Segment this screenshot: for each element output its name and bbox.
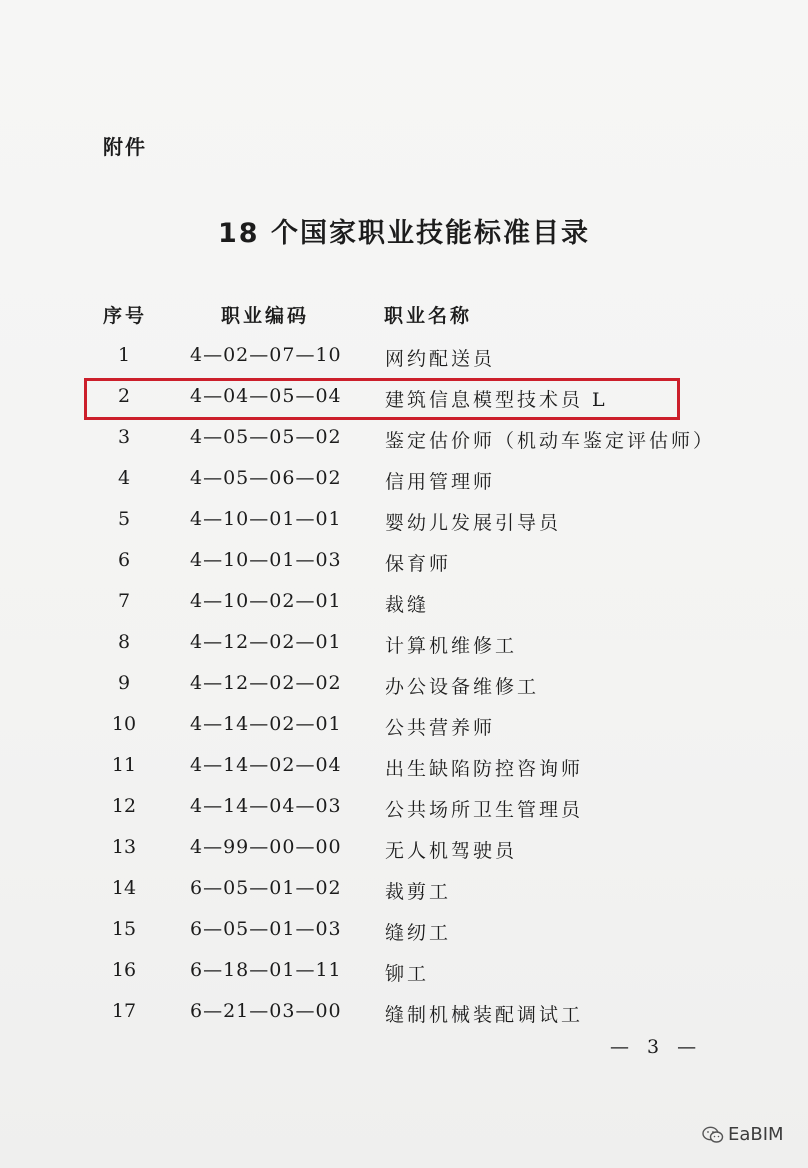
row-seq: 16 bbox=[111, 959, 137, 981]
row-name: 出生缺陷防控咨询师 bbox=[385, 758, 584, 780]
row-name: 计算机维修工 bbox=[385, 635, 518, 657]
row-code: 4—14—04—03 bbox=[190, 795, 342, 817]
row-seq: 2 bbox=[117, 385, 131, 407]
row-name: 裁剪工 bbox=[385, 881, 452, 903]
row-code: 4—14—02—04 bbox=[190, 754, 342, 776]
page-number: — 3 — bbox=[610, 1036, 703, 1058]
table-row bbox=[0, 787, 808, 828]
row-name: 办公设备维修工 bbox=[385, 676, 540, 698]
row-seq: 9 bbox=[117, 672, 131, 694]
page-title: 18 个国家职业技能标准目录 bbox=[218, 218, 590, 249]
row-seq: 10 bbox=[111, 713, 137, 735]
row-code: 6—05—01—02 bbox=[190, 877, 342, 899]
wechat-icon bbox=[702, 1126, 724, 1144]
row-name: 鉴定估价师（机动车鉴定评估师） bbox=[385, 430, 716, 452]
row-code: 4—99—00—00 bbox=[190, 836, 342, 858]
row-code: 4—04—05—04 bbox=[190, 385, 342, 407]
row-name: 信用管理师 bbox=[385, 471, 496, 493]
watermark bbox=[702, 1124, 784, 1145]
row-code: 4—12—02—02 bbox=[190, 672, 342, 694]
row-code: 4—02—07—10 bbox=[190, 344, 342, 366]
row-code: 6—18—01—11 bbox=[190, 959, 342, 981]
row-name: 婴幼儿发展引导员 bbox=[385, 512, 562, 534]
row-name: 无人机驾驶员 bbox=[385, 840, 518, 862]
row-seq: 1 bbox=[117, 344, 131, 366]
table-row bbox=[0, 623, 808, 664]
row-code: 6—05—01—03 bbox=[190, 918, 342, 940]
row-code: 4—05—05—02 bbox=[190, 426, 342, 448]
row-seq: 3 bbox=[117, 426, 131, 448]
table-row bbox=[0, 828, 808, 869]
row-name: 公共营养师 bbox=[385, 717, 496, 739]
header-seq: 序号 bbox=[103, 305, 148, 327]
table-row bbox=[0, 705, 808, 746]
row-name: 公共场所卫生管理员 bbox=[385, 799, 584, 821]
table-row bbox=[0, 500, 808, 541]
row-seq: 15 bbox=[111, 918, 137, 940]
row-name: 铆工 bbox=[385, 963, 430, 985]
watermark-text: EaBIM bbox=[728, 1124, 784, 1145]
table-row bbox=[0, 459, 808, 500]
table-row bbox=[0, 869, 808, 910]
table-row bbox=[0, 418, 808, 459]
row-seq: 14 bbox=[111, 877, 137, 899]
row-seq: 5 bbox=[117, 508, 131, 530]
row-seq: 11 bbox=[111, 754, 137, 776]
row-seq: 17 bbox=[111, 1000, 137, 1022]
table-row bbox=[0, 336, 808, 377]
row-name: 建筑信息模型技术员 L bbox=[385, 389, 608, 411]
table-row bbox=[0, 746, 808, 787]
row-seq: 12 bbox=[111, 795, 137, 817]
row-name: 裁缝 bbox=[385, 594, 430, 616]
row-code: 6—21—03—00 bbox=[190, 1000, 342, 1022]
row-name: 网约配送员 bbox=[385, 348, 496, 370]
header-code: 职业编码 bbox=[221, 305, 310, 327]
row-seq: 6 bbox=[117, 549, 131, 571]
row-seq: 8 bbox=[117, 631, 131, 653]
row-name: 保育师 bbox=[385, 553, 452, 575]
table-row bbox=[0, 541, 808, 582]
table-row bbox=[0, 992, 808, 1033]
highlight-box bbox=[84, 378, 680, 420]
row-name: 缝纫工 bbox=[385, 922, 452, 944]
table-row bbox=[0, 910, 808, 951]
row-code: 4—10—02—01 bbox=[190, 590, 342, 612]
row-code: 4—05—06—02 bbox=[190, 467, 342, 489]
row-code: 4—10—01—03 bbox=[190, 549, 342, 571]
row-code: 4—12—02—01 bbox=[190, 631, 342, 653]
row-seq: 7 bbox=[117, 590, 131, 612]
table-row bbox=[0, 664, 808, 705]
attachment-label: 附件 bbox=[103, 135, 147, 159]
row-seq: 13 bbox=[111, 836, 137, 858]
row-name: 缝制机械装配调试工 bbox=[385, 1004, 584, 1026]
table-row bbox=[0, 951, 808, 992]
header-name: 职业名称 bbox=[384, 305, 473, 327]
table-row bbox=[0, 582, 808, 623]
row-seq: 4 bbox=[117, 467, 131, 489]
row-code: 4—14—02—01 bbox=[190, 713, 342, 735]
occupation-list bbox=[0, 336, 808, 1033]
row-code: 4—10—01—01 bbox=[190, 508, 342, 530]
